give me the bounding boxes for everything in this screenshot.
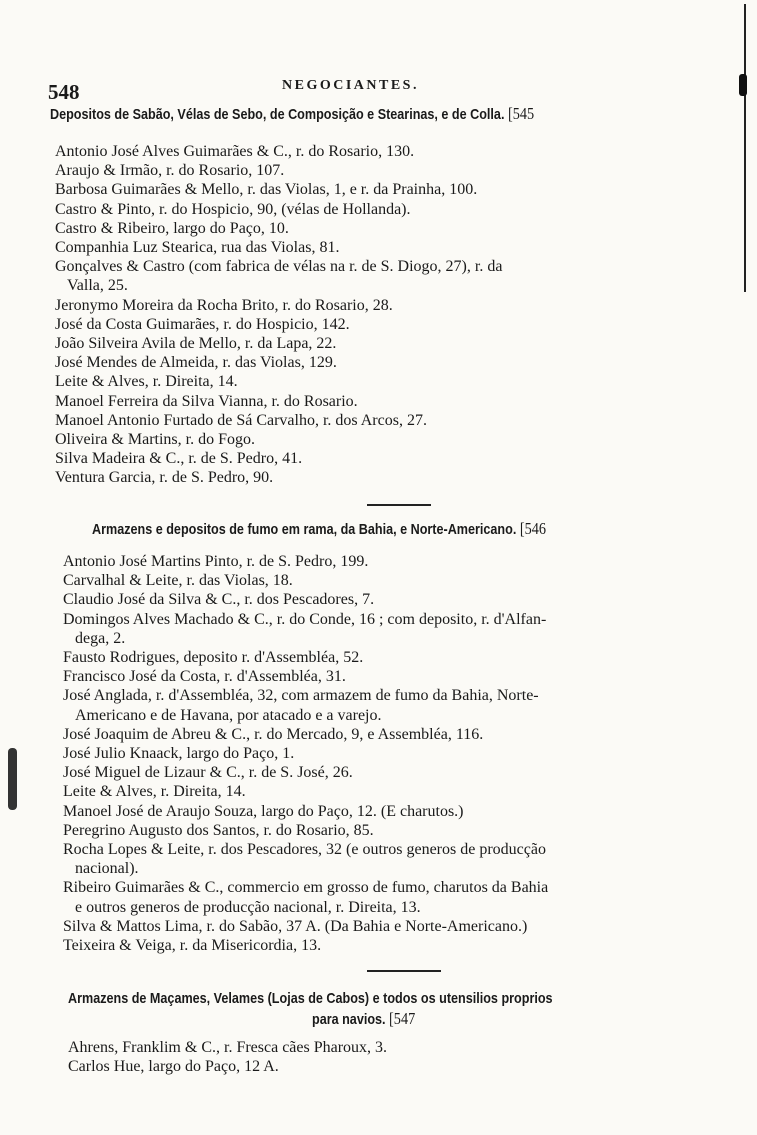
list-item: José Mendes de Almeida, r. das Violas, 129.: [55, 354, 337, 372]
list-item: Domingos Alves Machado & C., r. do Conde, 16 ; com deposito, r. d'Alfan- dega, 2.: [63, 610, 757, 648]
entry-list: [63, 552, 757, 955]
list-item: José Joaquim de Abreu & C., r. do Mercado, 9, e Assembléa, 116.: [63, 725, 484, 743]
list-item: Manoel José de Araujo Souza, largo do Paço, 12. (E charutos.): [63, 802, 464, 820]
page-number: 548: [48, 80, 80, 104]
section-heading-text: para navios.: [312, 1011, 386, 1028]
section-heading-text: Armazens de Maçames, Velames (Lojas de Cabos) e todos os utensilios proprios: [68, 990, 553, 1007]
list-item: Leite & Alves, r. Direita, 14.: [63, 783, 246, 801]
list-item: Castro & Ribeiro, largo do Paço, 10.: [55, 219, 289, 237]
list-item: Araujo & Irmão, r. do Rosario, 107.: [55, 162, 285, 180]
section-divider: [367, 970, 441, 972]
entry-continuation: e outros generos de producção nacional, r. Direita, 13.: [75, 898, 421, 916]
list-item: João Silveira Avila de Mello, r. da Lapa, 22.: [55, 335, 337, 353]
list-item: Silva & Mattos Lima, r. do Sabão, 37 A. (Da Bahia e Norte-Americano.): [63, 917, 528, 935]
section-heading: [50, 104, 644, 125]
list-item: Manoel Ferreira da Silva Vianna, r. do Rosario.: [55, 392, 358, 410]
list-item: Jeronymo Moreira da Rocha Brito, r. do Rosario, 28.: [55, 296, 393, 314]
section-reference: [547: [389, 1009, 416, 1028]
running-head: NEGOCIANTES.: [282, 78, 419, 93]
list-item: José da Costa Guimarães, r. do Hospicio, 142.: [55, 315, 350, 333]
list-item: Gonçalves & Castro (com fabrica de vélas na r. de S. Diogo, 27), r. da Valla, 25.: [55, 257, 757, 295]
entry-list: [55, 142, 757, 488]
entry-continuation: nacional).: [75, 860, 139, 878]
list-item: Antonio José Alves Guimarães & C., r. do Rosario, 130.: [55, 143, 415, 160]
list-item: Ribeiro Guimarães & C., commercio em grosso de fumo, charutos da Bahia e outros generos de producção nacional, r. Direita, 13.: [63, 878, 757, 916]
section-reference: [545: [507, 104, 535, 123]
list-item: José Julio Knaack, largo do Paço, 1.: [63, 745, 295, 763]
list-item: Claudio José da Silva & C., r. dos Pescadores, 7.: [63, 591, 375, 609]
list-item: Ahrens, Franklim & C., r. Fresca cães Pharoux, 3.: [68, 1039, 388, 1056]
list-item: Rocha Lopes & Leite, r. dos Pescadores, 32 (e outros generos de producção nacional).: [63, 840, 757, 878]
list-item: Oliveira & Martins, r. do Fogo.: [55, 431, 255, 449]
margin-ink-mark: [739, 74, 747, 96]
section-heading-text: Depositos de Sabão, Vélas de Sebo, de Composição e Stearinas, e de Colla.: [50, 106, 505, 123]
list-item: Antonio José Martins Pinto, r. de S. Pedro, 199.: [63, 553, 369, 570]
list-item: Companhia Luz Stearica, rua das Violas, 81.: [55, 239, 340, 257]
list-item: Fausto Rodrigues, deposito r. d'Assembléa, 52.: [63, 649, 364, 667]
list-item: Carlos Hue, largo do Paço, 12 A.: [68, 1058, 279, 1076]
entry-list: [68, 1038, 757, 1076]
list-item: Peregrino Augusto dos Santos, r. do Rosario, 85.: [63, 821, 374, 839]
list-item: Teixeira & Veiga, r. da Misericordia, 13.: [63, 937, 322, 955]
list-item: José Miguel de Lizaur & C., r. de S. José, 26.: [63, 764, 353, 782]
list-item: Castro & Pinto, r. do Hospicio, 90, (vélas de Hollanda).: [55, 200, 411, 218]
list-item: Carvalhal & Leite, r. das Violas, 18.: [63, 572, 293, 590]
section-heading: [68, 989, 647, 1009]
section-tobacco: [0, 519, 757, 955]
section-divider: [367, 504, 431, 506]
entry-continuation: Valla, 25.: [67, 277, 128, 295]
entry-continuation: Americano e de Havana, por atacado e a varejo.: [75, 706, 382, 724]
entry-continuation: dega, 2.: [75, 629, 126, 647]
list-item: Manoel Antonio Furtado de Sá Carvalho, r. dos Arcos, 27.: [55, 411, 427, 429]
section-ship-supplies: [0, 989, 757, 1076]
list-item: Leite & Alves, r. Direita, 14.: [55, 373, 238, 391]
section-heading-text: Armazens e depositos de fumo em rama, da Bahia, e Norte-Americano.: [92, 521, 517, 538]
list-item: Barbosa Guimarães & Mello, r. das Violas, 1, e r. da Prainha, 100.: [55, 181, 478, 199]
list-item: Silva Madeira & C., r. de S. Pedro, 41.: [55, 450, 303, 468]
section-heading-line2: [312, 1009, 686, 1030]
section-soap-candles: [0, 104, 757, 488]
list-item: José Anglada, r. d'Assembléa, 32, com armazem de fumo da Bahia, Norte- Americano e de Havana, por atacado e a varejo.: [63, 686, 757, 724]
list-item: Ventura Garcia, r. de S. Pedro, 90.: [55, 469, 274, 487]
section-reference: [546: [519, 519, 547, 538]
list-item: Francisco José da Costa, r. d'Assembléa, 31.: [63, 668, 346, 686]
section-heading: [92, 519, 651, 540]
